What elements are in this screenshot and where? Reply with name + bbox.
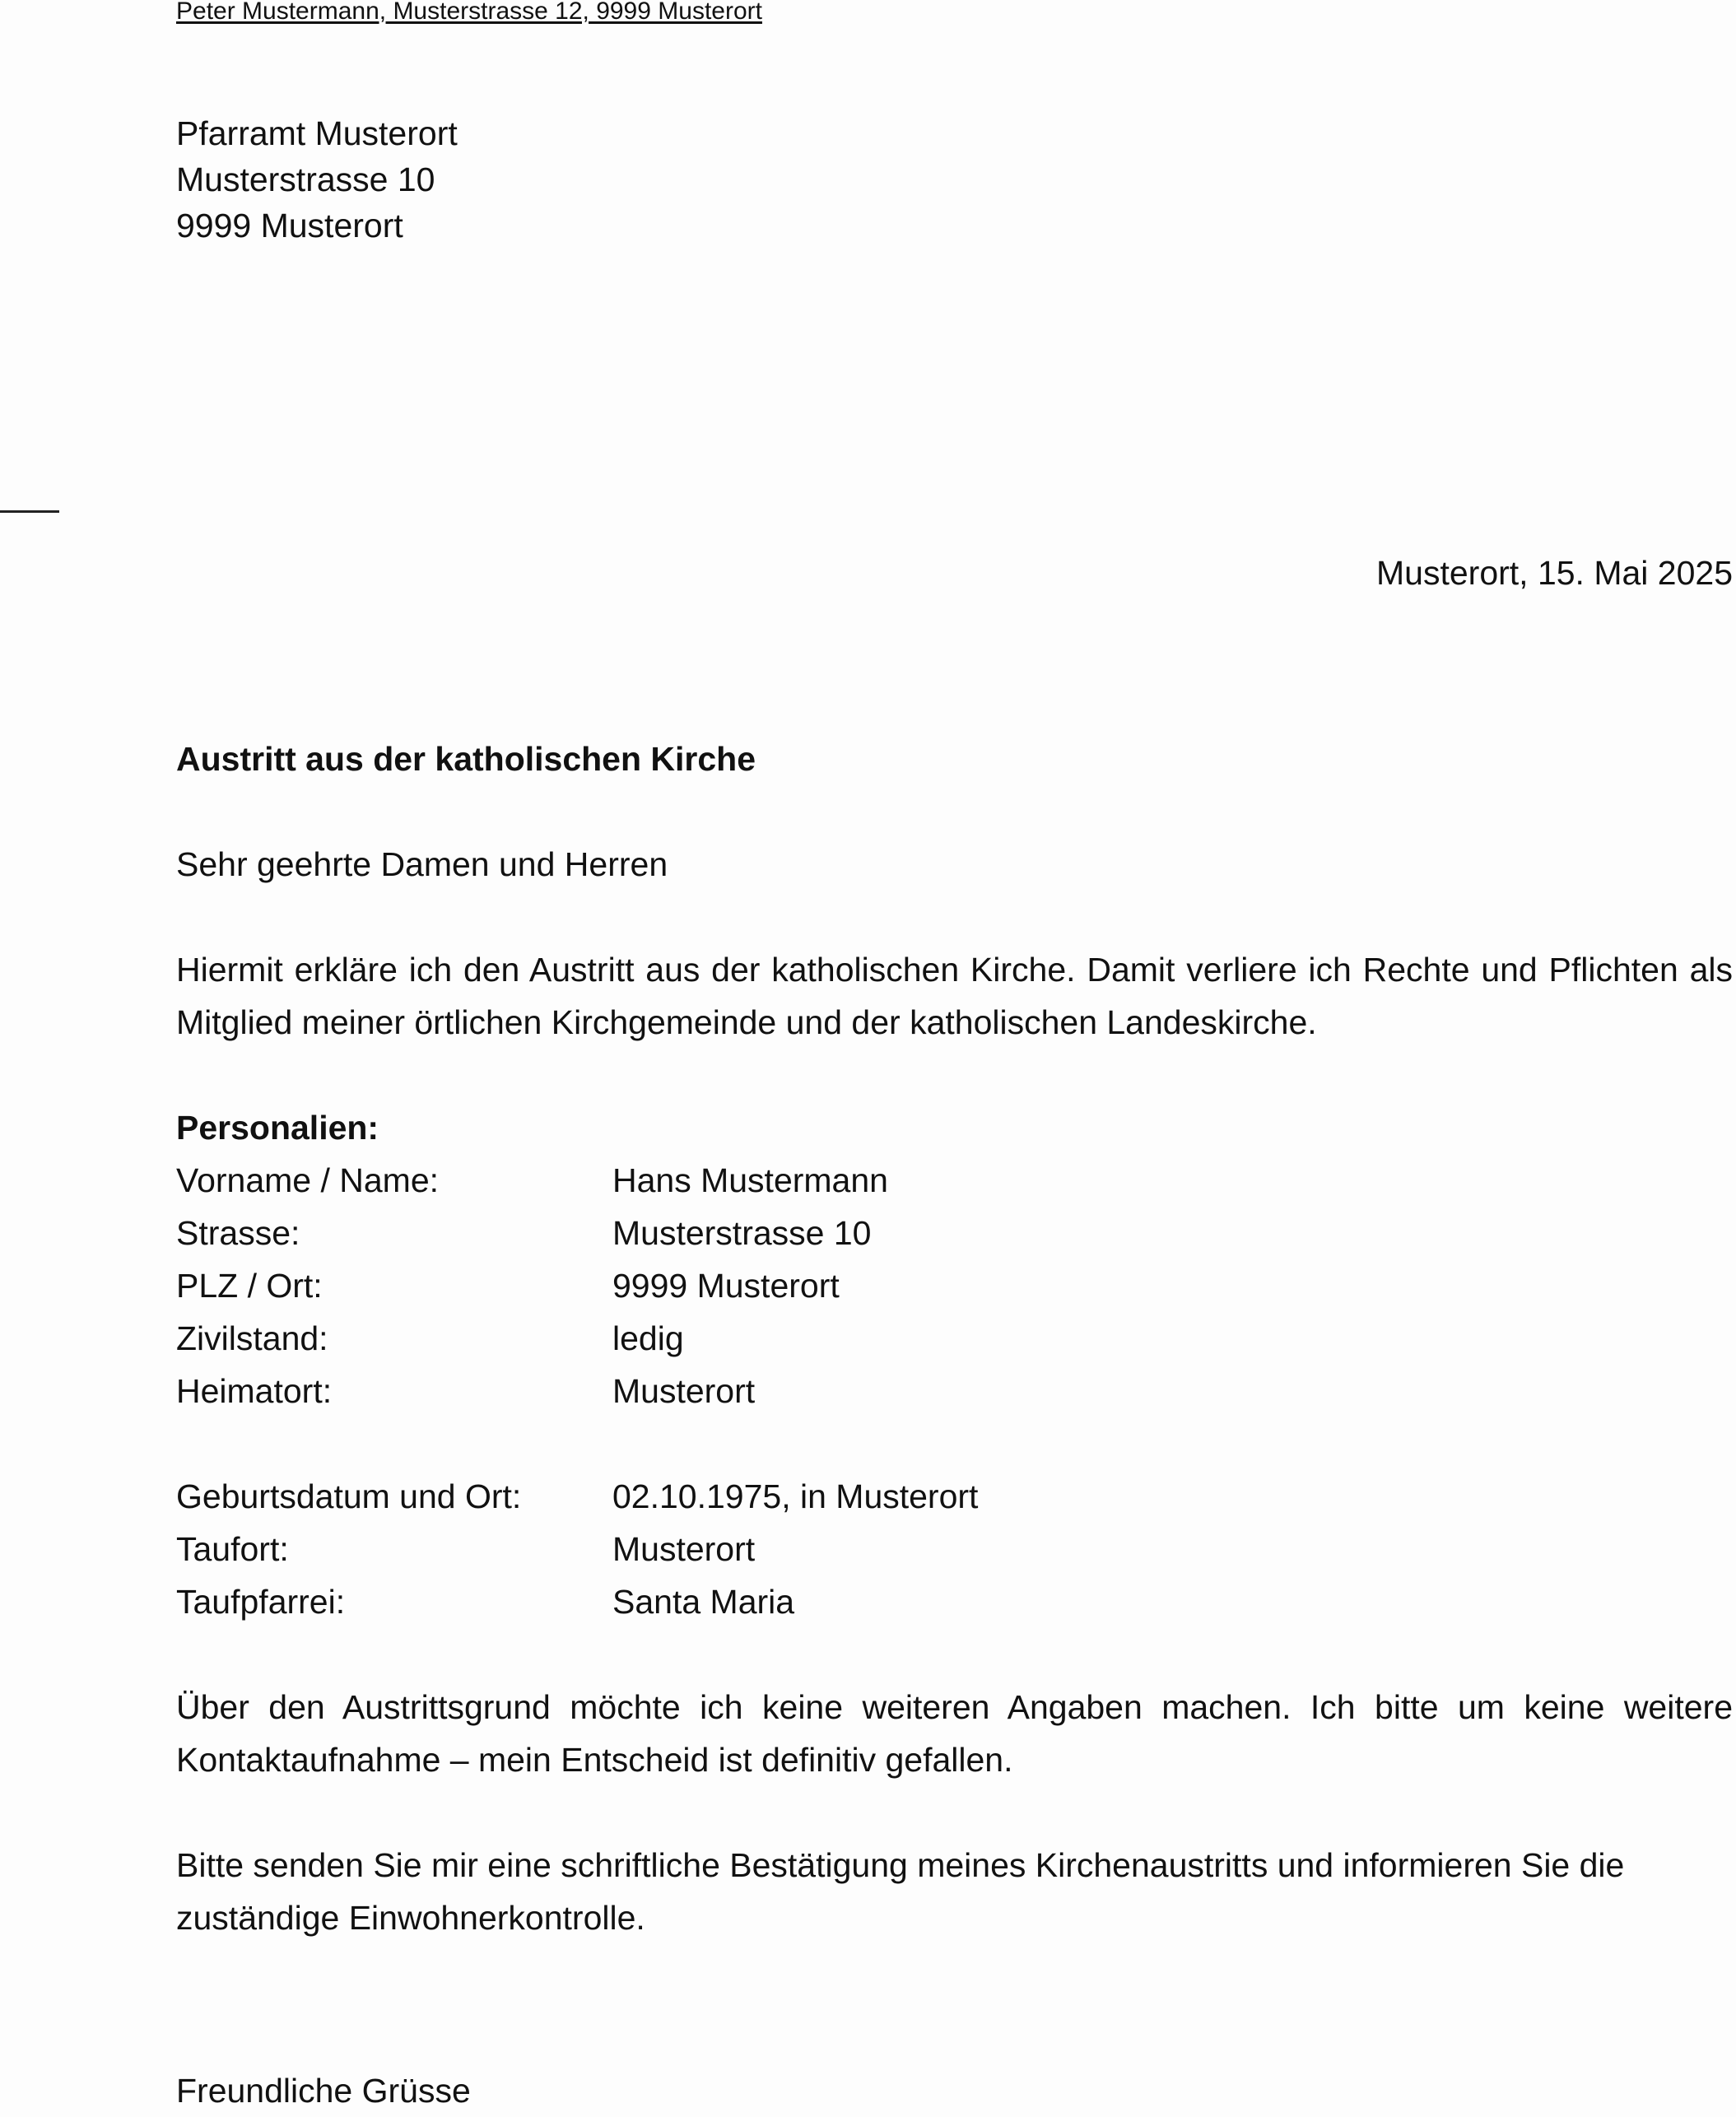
fold-mark — [0, 510, 59, 513]
salutation: Sehr geehrte Damen und Herren — [176, 845, 668, 883]
detail-row — [176, 1523, 978, 1575]
detail-label: Geburtsdatum und Ort: — [176, 1477, 522, 1515]
paragraph-declaration: Hiermit erkläre ich den Austritt aus der katholischen Kirche. Damit verliere ich Rechte und Pflichten als Mitglied meiner örtlichen Kirchgemeinde und der katholischen Landeskirche. — [176, 951, 1733, 1041]
personal-details — [176, 1101, 978, 1628]
detail-label: Heimatort: — [176, 1372, 333, 1410]
detail-row — [176, 1207, 978, 1259]
paragraph-reason: Über den Austrittsgrund möchte ich keine weiteren Angaben machen. Ich bitte um keine weitere Kontaktaufnahme – mein Entscheid ist definitiv gefallen. — [176, 1688, 1733, 1779]
detail-label: Taufpfarrei: — [176, 1583, 346, 1621]
recipient-address — [176, 110, 458, 249]
detail-row — [176, 1470, 978, 1523]
detail-label: Strasse: — [176, 1214, 300, 1252]
detail-value: Musterort — [612, 1372, 756, 1410]
closing-greeting: Freundliche Grüsse — [176, 2072, 471, 2110]
sender-address-line: Peter Mustermann, Musterstrasse 12, 9999 Musterort — [176, 0, 762, 25]
spacer — [176, 1417, 978, 1470]
detail-value: Musterstrasse 10 — [612, 1214, 872, 1252]
letter-subject: Austritt aus der katholischen Kirche — [176, 740, 756, 778]
detail-value: Santa Maria — [612, 1583, 795, 1621]
detail-row — [176, 1312, 978, 1365]
detail-row — [176, 1575, 978, 1628]
detail-label: Taufort: — [176, 1530, 289, 1568]
personal-details-heading: Personalien: — [176, 1109, 379, 1147]
detail-value: 02.10.1975, in Musterort — [612, 1477, 979, 1515]
detail-row — [176, 1259, 978, 1312]
recipient-city: 9999 Musterort — [176, 207, 403, 244]
detail-label: Vorname / Name: — [176, 1161, 440, 1199]
detail-value: Musterort — [612, 1530, 756, 1568]
detail-row — [176, 1154, 978, 1207]
detail-value: 9999 Musterort — [612, 1267, 840, 1305]
detail-value: ledig — [612, 1319, 684, 1357]
detail-value: Hans Mustermann — [612, 1161, 888, 1199]
detail-label: PLZ / Ort: — [176, 1267, 323, 1305]
detail-row — [176, 1365, 978, 1417]
recipient-name: Pfarramt Musterort — [176, 114, 458, 152]
paragraph-confirmation-request: Bitte senden Sie mir eine schriftliche Bestätigung meines Kirchenaustritts und informieren Sie die zuständige Einwohnerkontrolle. — [176, 1846, 1625, 1937]
detail-label: Zivilstand: — [176, 1319, 328, 1357]
recipient-street: Musterstrasse 10 — [176, 161, 435, 198]
letter-date: Musterort, 15. Mai 2025 — [1376, 554, 1733, 592]
